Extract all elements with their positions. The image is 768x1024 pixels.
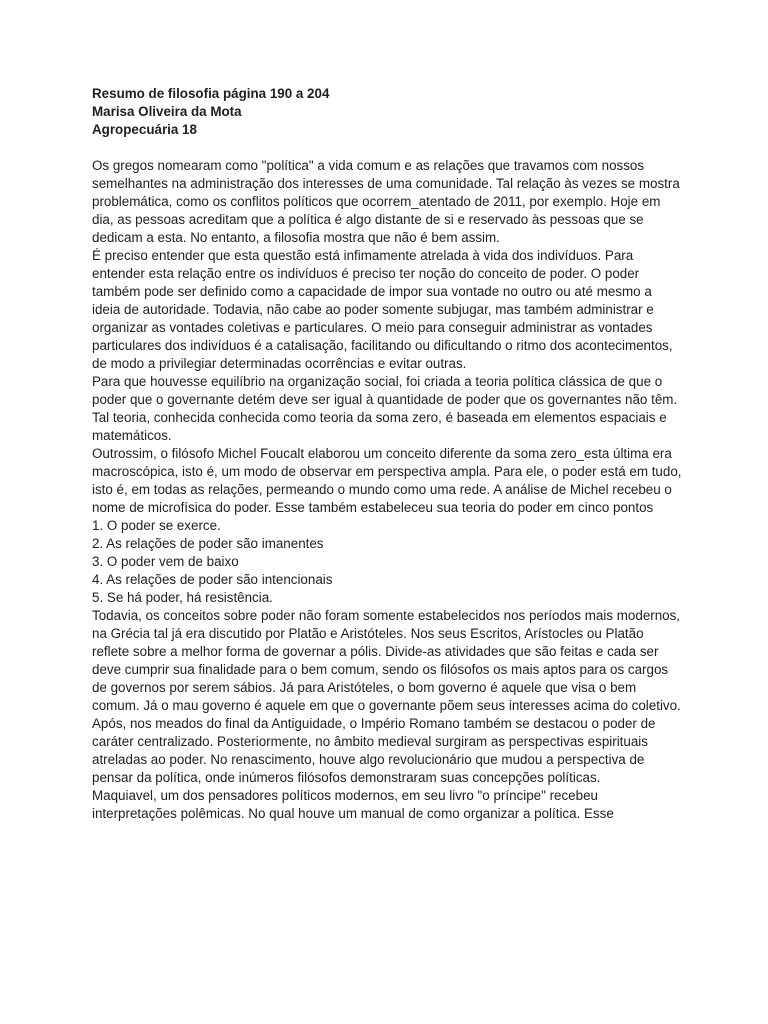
author-name: Marisa Oliveira da Mota <box>92 104 242 119</box>
class-name: Agropecuária 18 <box>92 122 197 137</box>
list-item: 5. Se há poder, há resistência. <box>92 590 273 605</box>
paragraph-7: Maquiavel, um dos pensadores políticos modernos, em seu livro "o príncipe" recebeu interpretações polêmicas. No qual houve um manual de como organizar a política. Esse <box>92 788 614 821</box>
paragraph-2: É preciso entender que esta questão está infimamente atrelada à vida dos indivíduos. Para entender esta relação entre os indivíduos é preciso ter noção do conceito de poder. O poder também pode ser definido como a capacidade de impor sua vontade no outro ou até mesmo a ideia de autoridade. Todavia, não cabe ao poder somente subjugar, mas também administrar e organizar as vontades coletivas e particulares. O meio para conseguir administrar as vontades particulares dos indivíduos é a catalisação, facilitando ou dificultando o ritmo dos acontecimentos, de modo a privilegiar determinadas ocorrências e evitar outras. <box>92 248 673 371</box>
document-title: Resumo de filosofia página 190 a 204 <box>92 86 330 101</box>
document-content <box>92 85 682 823</box>
list-item: 4. As relações de poder são intencionais <box>92 572 333 587</box>
paragraph-5: Todavia, os conceitos sobre poder não foram somente estabelecidos nos períodos mais modernos, na Grécia tal já era discutido por Platão e Aristóteles. Nos seus Escritos, Arístocles ou Platão reflete sobre a melhor forma de governar a pólis. Divide-as atividades que são feitas e cada ser deve cumprir sua finalidade para o bem comum, sendo os filósofos os mais aptos para os cargos de governos por serem sábios. Já para Aristóteles, o bom governo é aquele que visa o bem comum. Já o mau governo é aquele em que o governante põem seus interesses acima do coletivo. <box>92 608 681 713</box>
paragraph-3: Para que houvesse equilíbrio na organização social, foi criada a teoria política clássica de que o poder que o governante detém deve ser igual à quantidade de poder que os governantes não têm. Tal teoria, conhecida conhecida como teoria da soma zero, é baseada em elementos espaciais e matemáticos. <box>92 374 678 443</box>
paragraph-4: Outrossim, o filósofo Michel Foucalt elaborou um conceito diferente da soma zero_esta última era macroscópica, isto é, um modo de observar em perspectiva ampla. Para ele, o poder está em tudo, isto é, em todas as relações, permeando o mundo como uma rede. A análise de Michel recebeu o nome de microfísica do poder. Esse também estabeleceu sua teoria do poder em cinco pontos <box>92 446 682 515</box>
header-spacer <box>92 139 682 157</box>
paragraph-6: Após, nos meados do final da Antiguidade, o Império Romano também se destacou o poder de caráter centralizado. Posteriormente, no âmbito medieval surgiram as perspectivas espirituais atreladas ao poder. No renascimento, houve algo revolucionário que mudou a perspectiva de pensar da política, onde inúmeros filósofos demonstraram suas concepções políticas. <box>92 716 656 785</box>
list-item: 1. O poder se exerce. <box>92 518 221 533</box>
paragraph-1: Os gregos nomearam como "política" a vida comum e as relações que travamos com nossos semelhantes na administração dos interesses de uma comunidade. Tal relação às vezes se mostra problemática, como os conflitos políticos que ocorrem_atentado de 2011, por exemplo. Hoje em dia, as pessoas acreditam que a política é algo distante de si e reservado às pessoas que se dedicam a esta. No entanto, a filosofia mostra que não é bem assim. <box>92 158 680 245</box>
list-item: 3. O poder vem de baixo <box>92 554 239 569</box>
list-item: 2. As relações de poder são imanentes <box>92 536 324 551</box>
